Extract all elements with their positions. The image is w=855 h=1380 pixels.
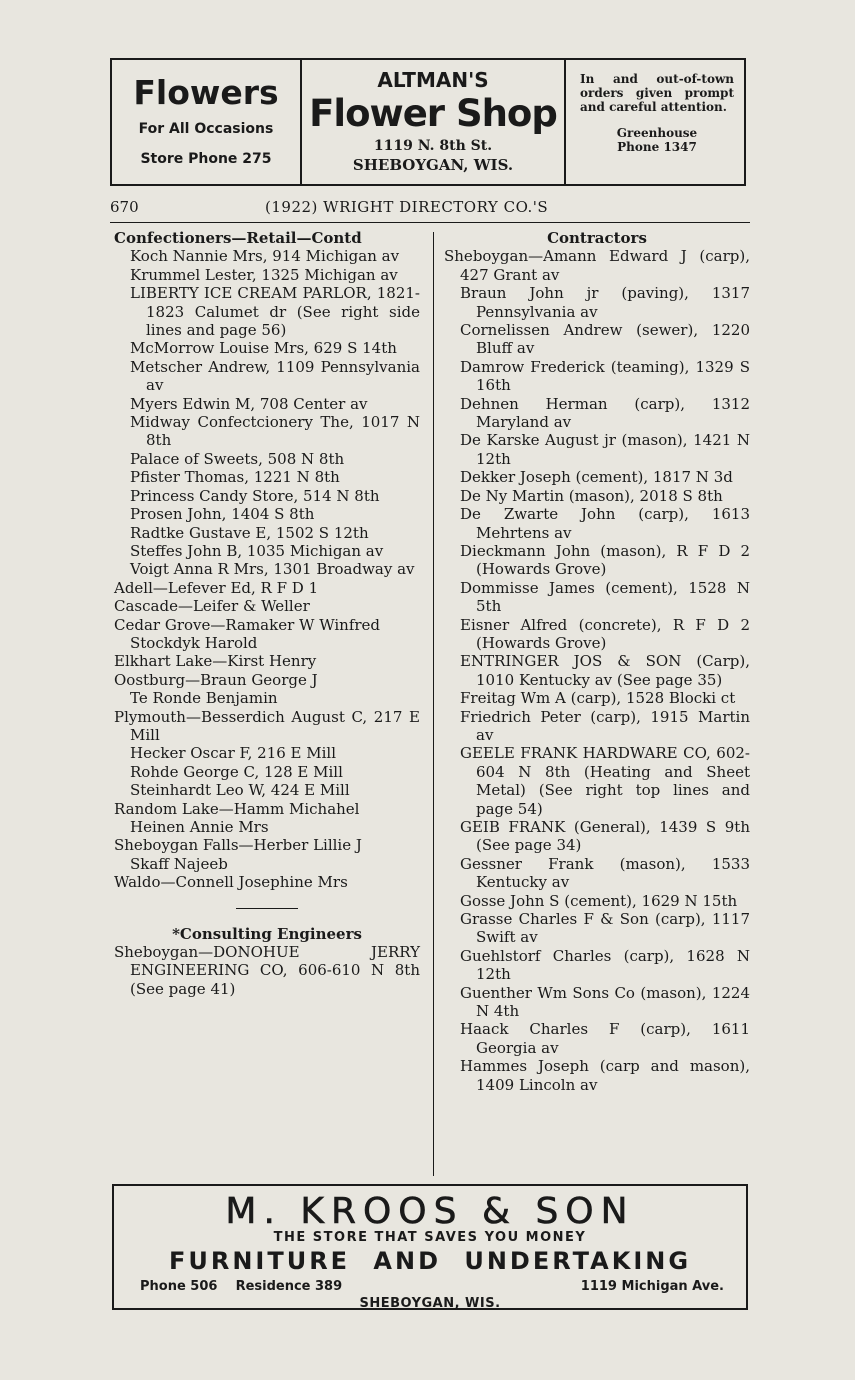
ad-left-panel: [112, 60, 302, 184]
right-column: [444, 229, 750, 1094]
left-column: [114, 229, 420, 998]
page-number: 670: [110, 198, 139, 216]
directory-entry: Stockdyk Harold: [130, 633, 258, 652]
ad-kroos-name: M. KROOS & SON: [225, 1191, 635, 1232]
directory-entry: De Karske August jr (mason), 1421 N 12th: [460, 431, 750, 468]
kroos-furniture-ad: [112, 1184, 748, 1310]
directory-entry: Cascade—Leifer & Weller: [114, 597, 310, 616]
directory-entry: Sheboygan—DONOHUE JERRY ENGINEERING CO, 606-610 N 8th (See page 41): [114, 943, 420, 998]
directory-entry: Sheboygan Falls—Herber Lillie J: [114, 836, 362, 855]
directory-entry: Oostburg—Braun George J: [114, 670, 318, 689]
directory-entry: Dekker Joseph (cement), 1817 N 3d: [460, 468, 733, 487]
ad-shop-owner: ALTMAN'S: [377, 68, 489, 92]
directory-entry: Guehlstorf Charles (carp), 1628 N 12th: [460, 946, 750, 984]
directory-entry: Hecker Oscar F, 216 E Mill: [130, 744, 337, 763]
directory-entry: McMorrow Louise Mrs, 629 S 14th: [130, 339, 397, 358]
ad-shop-city: SHEBOYGAN, WIS.: [352, 156, 514, 174]
ad-kroos-contact-row: [114, 1279, 746, 1294]
directory-entry: Plymouth—Besserdich August C, 217 E Mill: [114, 707, 420, 744]
directory-entry: Dommisse James (cement), 1528 N 5th: [460, 578, 750, 616]
directory-entry: Rohde George C, 128 E Mill: [130, 762, 343, 781]
directory-entry: Te Ronde Benjamin: [130, 689, 278, 708]
directory-entry: GEIB FRANK (General), 1439 S 9th (See page 34): [460, 818, 750, 855]
directory-entry: Braun John jr (paving), 1317 Pennsylvania av: [460, 284, 750, 321]
directory-entry: GEELE FRANK HARDWARE CO, 602-604 N 8th (Heating and Sheet Metal) (See right top lines and page 54): [460, 744, 750, 818]
ad-kroos-slogan: THE STORE THAT SAVES YOU MONEY: [273, 1230, 587, 1245]
directory-entry: Grasse Charles F & Son (carp), 1117 Swift av: [460, 910, 750, 947]
section-heading: Contractors: [547, 229, 647, 247]
directory-entry: LIBERTY ICE CREAM PARLOR, 1821-1823 Calumet dr (See right side lines and page 56): [130, 284, 420, 340]
directory-entry: Sheboygan—Amann Edward J (carp), 427 Grant av: [444, 247, 750, 284]
directory-entry: Freitag Wm A (carp), 1528 Blocki ct: [460, 689, 736, 708]
ad-occasions-text: For All Occasions: [138, 121, 274, 137]
directory-entry: Heinen Annie Mrs: [130, 818, 269, 836]
directory-entry: Dehnen Herman (carp), 1312 Maryland av: [460, 394, 750, 432]
directory-entry: Steffes John B, 1035 Michigan av: [130, 541, 384, 560]
directory-entry: Radtke Gustave E, 1502 S 12th: [130, 523, 369, 542]
page-title: (1922) WRIGHT DIRECTORY CO.'S: [265, 198, 549, 216]
directory-entry: De Zwarte John (carp), 1613 Mehrtens av: [460, 505, 750, 542]
directory-entry: Prosen John, 1404 S 8th: [130, 505, 315, 524]
directory-entry: Dieckmann John (mason), R F D 2 (Howards Grove): [460, 541, 750, 579]
ad-flowers-title: Flowers: [133, 73, 279, 112]
ad-shop-address: 1119 N. 8th St.: [373, 138, 493, 154]
ad-greenhouse-label: Greenhouse: [616, 126, 698, 140]
section-heading: *Consulting Engineers: [172, 924, 362, 943]
directory-entry: ENTRINGER JOS & SON (Carp), 1010 Kentucky av (See page 35): [460, 652, 750, 689]
directory-entry: Cedar Grove—Ramaker W Winfred: [114, 615, 381, 634]
ad-greenhouse-phone: Phone 1347: [617, 140, 697, 154]
column-divider: [433, 232, 434, 1176]
directory-entry: Myers Edwin M, 708 Center av: [130, 394, 368, 413]
ad-kroos-residence: Residence 389: [235, 1279, 343, 1294]
directory-entry: Friedrich Peter (carp), 1915 Martin av: [460, 707, 750, 744]
ad-kroos-address: 1119 Michigan Ave.: [580, 1279, 724, 1294]
ad-right-panel: [566, 60, 744, 184]
directory-entry: Princess Candy Store, 514 N 8th: [130, 486, 380, 505]
directory-entry: Koch Nannie Mrs, 914 Michigan av: [130, 247, 400, 266]
directory-entry: Adell—Lefever Ed, R F D 1: [114, 578, 319, 597]
directory-entry: Damrow Frederick (teaming), 1329 S 16th: [460, 357, 750, 395]
section-divider: [236, 908, 298, 909]
ad-orders-text: In and out-of-town orders given prompt and careful attention.: [580, 72, 734, 114]
directory-entry: Gosse John S (cement), 1629 N 15th: [460, 891, 738, 910]
directory-entry: Palace of Sweets, 508 N 8th: [130, 449, 345, 468]
ad-store-phone: Store Phone 275: [140, 151, 272, 167]
directory-entry: Waldo—Connell Josephine Mrs: [114, 873, 348, 892]
directory-entry: De Ny Martin (mason), 2018 S 8th: [460, 486, 723, 505]
altman-flower-shop-ad: [110, 58, 746, 186]
directory-entry: Voigt Anna R Mrs, 1301 Broadway av: [130, 560, 415, 579]
directory-entry: Midway Confectcionery The, 1017 N 8th: [130, 413, 420, 450]
directory-entry: Skaff Najeeb: [130, 854, 228, 873]
directory-entry: Gessner Frank (mason), 1533 Kentucky av: [460, 854, 750, 892]
ad-middle-panel: [302, 60, 566, 184]
directory-entry: Haack Charles F (carp), 1611 Georgia av: [460, 1020, 750, 1057]
directory-entry: Eisner Alfred (concrete), R F D 2 (Howards Grove): [460, 615, 750, 652]
directory-entry: Guenther Wm Sons Co (mason), 1224 N 4th: [460, 983, 750, 1021]
ad-shop-name: Flower Shop: [309, 92, 557, 135]
ad-kroos-city: SHEBOYGAN, WIS.: [359, 1296, 501, 1311]
ad-kroos-business: FURNITURE AND UNDERTAKING: [168, 1247, 692, 1275]
directory-entry: Cornelissen Andrew (sewer), 1220 Bluff av: [460, 321, 750, 358]
directory-entry: Random Lake—Hamm Michahel: [114, 799, 360, 818]
section-heading: Confectioners—Retail—Contd: [114, 229, 362, 247]
header-divider: [110, 222, 750, 223]
ad-kroos-phone: Phone 506: [140, 1279, 218, 1294]
directory-entry: Steinhardt Leo W, 424 E Mill: [130, 781, 350, 800]
directory-entry: Pfister Thomas, 1221 N 8th: [130, 468, 340, 487]
directory-entry: Hammes Joseph (carp and mason), 1409 Lincoln av: [460, 1057, 750, 1094]
directory-entry: Metscher Andrew, 1109 Pennsylvania av: [130, 357, 420, 395]
directory-entry: Krummel Lester, 1325 Michigan av: [130, 265, 398, 284]
directory-entry: Elkhart Lake—Kirst Henry: [114, 652, 317, 671]
